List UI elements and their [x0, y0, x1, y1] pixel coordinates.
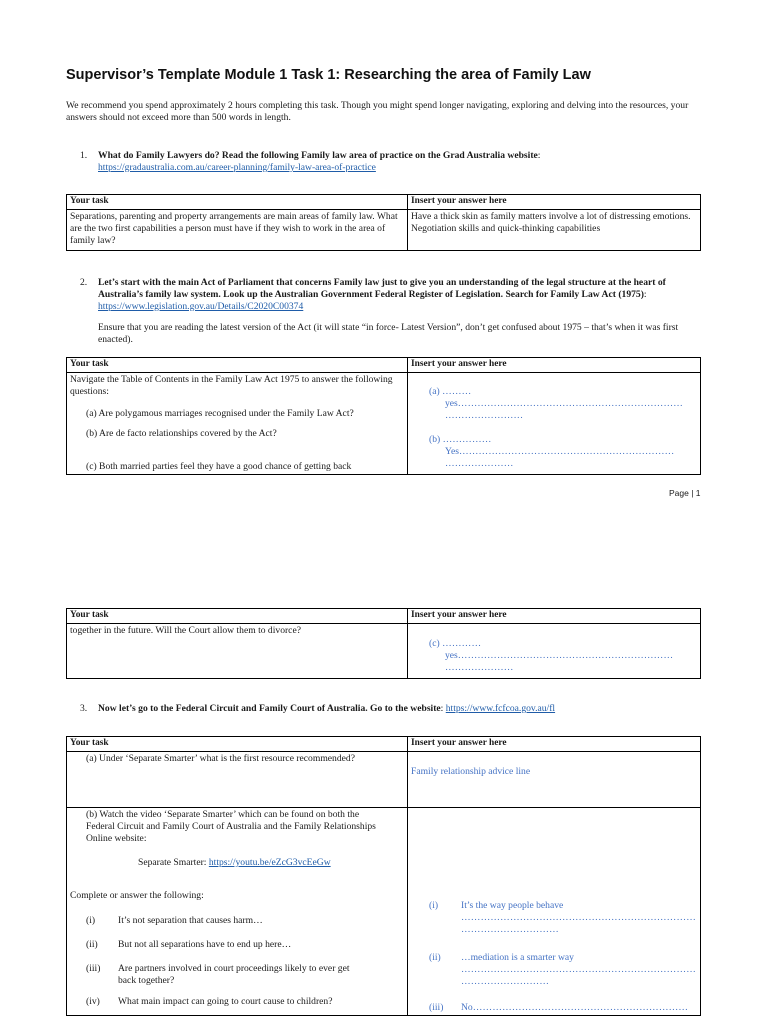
answer-dots: …………………… [445, 409, 524, 421]
question-3 [80, 703, 700, 715]
answer-value: …mediation is a smarter way [461, 951, 574, 963]
question-1 [80, 150, 700, 174]
q1-answer-cell[interactable] [408, 209, 701, 250]
answer-dots: ………………………………………………………… [472, 1001, 689, 1013]
question-text: Now let’s go to the Federal Circuit and Family Court of Australia. Go to the website [98, 703, 441, 714]
question-text: Let’s start with the main Act of Parliament that concerns Family law just to give you an understanding of the legal structure at the heart of Australia’s family law system. Look up the Australian Government Federal Register of Legislation. Search for Family Law Act (1975) [98, 277, 666, 300]
item-question: Are partners involved in court proceedings likely to ever get back together? [118, 962, 350, 986]
answer-label: (ii) [429, 951, 441, 963]
question-number: 2. [80, 277, 88, 288]
question-number: 1. [80, 150, 88, 161]
q2-task-intro: Navigate the Table of Contents in the Family Law Act 1975 to answer the following questions: [70, 373, 393, 397]
q3-task-a: (a) Under ‘Separate Smarter’ what is the first resource recommended? [86, 752, 355, 764]
answer-dots: ……………………… [461, 975, 550, 987]
answer-value: Yes [445, 445, 459, 457]
q2-table [66, 357, 701, 475]
item-number: (ii) [86, 938, 98, 950]
answer-label: (c) [429, 637, 440, 649]
grad-australia-link[interactable]: https://gradaustralia.com.au/career-planning/family-law-area-of-practice [98, 161, 376, 173]
task-header: Your task [67, 609, 408, 624]
answer-header: Insert your answer here [408, 737, 701, 752]
answer-dots: ……… [442, 385, 472, 397]
version-note: Ensure that you are reading the latest version of the Act (it will state “in force- Latest Version”, don’t get confused about 1975 – that’s when it was first enacted). [98, 321, 679, 345]
q3-item-iii [86, 963, 404, 987]
item-question: It’s not separation that causes harm… [118, 914, 263, 926]
q2-task-a: (a) Are polygamous marriages recognised under the Family Law Act? [86, 407, 354, 419]
answer-dots: ………………………………………………………… [458, 445, 675, 457]
item-question: What main impact can going to court cause to children? [118, 995, 333, 1007]
q3b-answer-cell[interactable] [408, 807, 701, 1015]
fcfcoa-link[interactable]: https://www.fcfcoa.gov.au/fl [445, 703, 556, 714]
task-header: Your task [67, 737, 408, 752]
answer-dots: ………………………………………………………… [457, 649, 674, 661]
q3-task-b: (b) Watch the video ‘Separate Smarter’ which can be found on both the Federal Circuit and Family Court of Australia and the Family Relationships Online website: [86, 808, 376, 844]
q2-task-cell [67, 372, 408, 474]
answer-header: Insert your answer here [408, 609, 701, 624]
intro-paragraph: We recommend you spend approximately 2 hours completing this task. Though you might spend longer navigating, exploring and delving into the resources, your answers should not exceed more than 500 words in length. [66, 100, 689, 123]
q3-answer-a: Family relationship advice line [411, 765, 531, 777]
answer-dots: …………… [442, 433, 492, 445]
page-number: Page | 1 [669, 488, 701, 498]
q1-task-cell: Separations, parenting and property arrangements are main areas of family law. What are the two first capabilities a person must have if they wish to work in the area of family law? [67, 209, 408, 250]
item-question: But not all separations have to end up here… [118, 938, 292, 950]
answer-value: yes [445, 649, 458, 661]
q2-answer-cell[interactable] [408, 372, 701, 474]
legislation-link[interactable]: https://www.legislation.gov.au/Details/C2020C00374 [98, 300, 304, 312]
question-text: What do Family Lawyers do? Read the following Family law area of practice on the Grad Australia website [98, 150, 538, 161]
answer-dots: ………………………… [461, 923, 559, 935]
q3-answer-iii [429, 1002, 697, 1014]
answer-dots: ……………………………………………………………… [461, 963, 697, 975]
video-line [138, 857, 404, 869]
answer-label: (iii) [429, 1001, 444, 1013]
colon: : [643, 288, 647, 300]
youtube-link[interactable]: https://youtu.be/eZcG3vcEeGw [208, 856, 331, 868]
answer-dots: ……………………………………………………………… [461, 911, 697, 923]
answer-value: It’s the way people behave [461, 899, 564, 911]
q3a-answer-cell[interactable] [408, 751, 701, 807]
document-title: Supervisor’s Template Module 1 Task 1: Researching the area of Family Law [66, 67, 591, 83]
q2-answer-a [429, 386, 697, 422]
answer-dots: ………………… [445, 457, 514, 469]
q2-task-b: (b) Are de facto relationships covered by the Act? [86, 427, 277, 439]
q1-answer-2: Negotiation skills and quick-thinking capabilities [411, 222, 601, 234]
answer-label: (i) [429, 899, 439, 911]
q1-answer-1: Have a thick skin as family matters involve a lot of distressing emotions. [411, 210, 691, 222]
q3-item-i [86, 915, 404, 927]
answer-label: (b) [429, 433, 441, 445]
answer-header: Insert your answer here [408, 358, 701, 373]
q3-item-ii [86, 939, 404, 951]
video-label: Separate Smarter: [138, 856, 209, 868]
q3a-task-cell [67, 751, 408, 807]
q2-answer-c [429, 638, 697, 674]
question-2 [80, 277, 700, 346]
q3-answer-i [429, 900, 697, 936]
colon: : [537, 150, 541, 161]
q2-task-c: (c) Both married parties feel they have a good chance of getting back [86, 460, 352, 472]
answer-label: (a) [429, 385, 440, 397]
question-number: 3. [80, 703, 88, 714]
complete-instruction: Complete or answer the following: [70, 889, 204, 901]
answer-value: No [461, 1001, 473, 1013]
task-header: Your task [67, 358, 408, 373]
answer-dots: ………… [442, 637, 482, 649]
item-number: (iv) [86, 995, 100, 1007]
colon: : [440, 703, 446, 714]
q3-answer-ii [429, 952, 697, 988]
q2-task-c-cont: together in the future. Will the Court allow them to divorce? [70, 624, 301, 636]
item-number: (i) [86, 914, 96, 926]
item-number: (iii) [86, 962, 101, 974]
q3-item-iv [86, 996, 404, 1008]
answer-dots: …………………………………………………………… [457, 397, 684, 409]
q2-cont-answer-cell[interactable] [408, 623, 701, 678]
q3-table [66, 736, 701, 1016]
task-header: Your task [67, 195, 408, 210]
q2-answer-b [429, 434, 697, 470]
q3b-task-cell [67, 807, 408, 1015]
q1-table [66, 194, 701, 251]
q2-cont-table [66, 608, 701, 679]
answer-value: yes [445, 397, 458, 409]
answer-dots: ………………… [445, 661, 514, 673]
q2-cont-task-cell [67, 623, 408, 678]
answer-header: Insert your answer here [408, 195, 701, 210]
